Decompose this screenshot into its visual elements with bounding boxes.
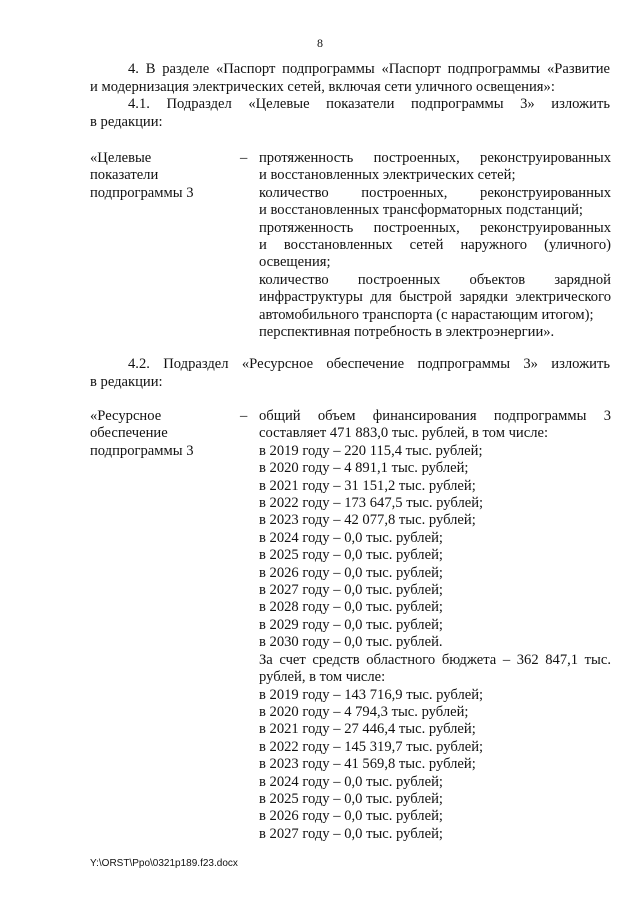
resources-line: в 2020 году – 4 794,3 тыс. рублей; — [259, 703, 469, 720]
resources-line: составляет 471 883,0 тыс. рублей, в том числе: — [259, 425, 549, 442]
targets-line: освещения; — [259, 254, 331, 271]
resources-line: в 2025 году – 0,0 тыс. рублей; — [259, 547, 443, 564]
resources-line: в 2024 году – 0,0 тыс. рублей; — [259, 529, 443, 546]
targets-label — [90, 150, 230, 202]
section-4-heading — [90, 61, 610, 96]
targets-line: протяженность построенных, реконструированных — [259, 150, 611, 166]
subsection-4-2-line-2: в редакции: — [90, 373, 163, 390]
targets-dash: – — [240, 150, 248, 166]
subsection-4-2-line-1: 4.2. Подраздел «Ресурсное обеспечение подпрограммы 3» изложить — [128, 356, 610, 372]
resources-line: в 2020 году – 4 891,1 тыс. рублей; — [259, 460, 469, 477]
targets-line: автомобильного транспорта (с нарастающим итогом); — [259, 306, 594, 323]
file-path-footer: Y:\ORST\Ppo\0321p189.f23.docx — [90, 858, 238, 869]
targets-label-line: показатели — [90, 167, 159, 184]
resources-line: в 2024 году – 0,0 тыс. рублей; — [259, 773, 443, 790]
resources-line: в 2027 году – 0,0 тыс. рублей; — [259, 582, 443, 599]
section-4-line-1: 4. В разделе «Паспорт подпрограммы «Паспорт подпрограммы «Развитие — [128, 61, 610, 77]
subsection-4-1-line-2: в редакции: — [90, 113, 163, 130]
resources-line: рублей, в том числе: — [259, 669, 386, 686]
resources-line: в 2021 году – 31 151,2 тыс. рублей; — [259, 477, 476, 494]
resources-value — [259, 408, 611, 843]
targets-label-line: подпрограммы 3 — [90, 184, 194, 201]
targets-line: и восстановленных трансформаторных подстанций; — [259, 202, 583, 219]
resources-line: в 2022 году – 173 647,5 тыс. рублей; — [259, 495, 484, 512]
resources-line: в 2028 году – 0,0 тыс. рублей; — [259, 599, 443, 616]
targets-line: инфраструктуры для быстрой зарядки электрического — [259, 289, 611, 306]
resources-label — [90, 408, 230, 460]
subsection-4-1 — [90, 96, 610, 131]
resources-line: в 2023 году – 41 569,8 тыс. рублей; — [259, 756, 476, 773]
resources-line: За счет средств областного бюджета – 362 847,1 тыс. — [259, 651, 611, 668]
resources-line: общий объем финансирования подпрограммы 3 — [259, 408, 611, 424]
resources-label-line: обеспечение — [90, 425, 168, 442]
resources-line: в 2027 году – 0,0 тыс. рублей; — [259, 825, 443, 842]
subsection-4-2 — [90, 356, 610, 391]
resources-line: в 2019 году – 220 115,4 тыс. рублей; — [259, 442, 483, 459]
targets-line: протяженность построенных, реконструированных — [259, 219, 611, 236]
page-number: 8 — [317, 36, 323, 50]
resources-dash: – — [240, 408, 248, 424]
targets-line: и восстановленных сетей наружного (уличного) — [259, 237, 611, 254]
section-4-line-2: и модернизация электрических сетей, включая сети уличного освещения»: — [90, 78, 555, 95]
targets-line: количество построенных, реконструированных — [259, 184, 611, 201]
targets-value — [259, 150, 611, 341]
resources-label-line: «Ресурсное — [90, 408, 162, 424]
resources-line: в 2026 году – 0,0 тыс. рублей; — [259, 564, 443, 581]
resources-line: в 2030 году – 0,0 тыс. рублей. — [259, 634, 443, 651]
resources-label-line: подпрограммы 3 — [90, 442, 194, 459]
targets-line: количество построенных объектов зарядной — [259, 271, 611, 288]
subsection-4-1-line-1: 4.1. Подраздел «Целевые показатели подпрограммы 3» изложить — [128, 96, 610, 112]
resources-line: в 2026 году – 0,0 тыс. рублей; — [259, 808, 443, 825]
targets-line: и восстановленных электрических сетей; — [259, 167, 516, 184]
resources-line: в 2022 году – 145 319,7 тыс. рублей; — [259, 738, 484, 755]
targets-line: перспективная потребность в электроэнергии». — [259, 324, 555, 341]
resources-line: в 2023 году – 42 077,8 тыс. рублей; — [259, 512, 476, 529]
resources-line: в 2029 году – 0,0 тыс. рублей; — [259, 616, 443, 633]
targets-label-line: «Целевые — [90, 150, 152, 166]
resources-line: в 2021 году – 27 446,4 тыс. рублей; — [259, 721, 476, 738]
resources-line: в 2019 году – 143 716,9 тыс. рублей; — [259, 686, 484, 703]
resources-line: в 2025 году – 0,0 тыс. рублей; — [259, 790, 443, 807]
